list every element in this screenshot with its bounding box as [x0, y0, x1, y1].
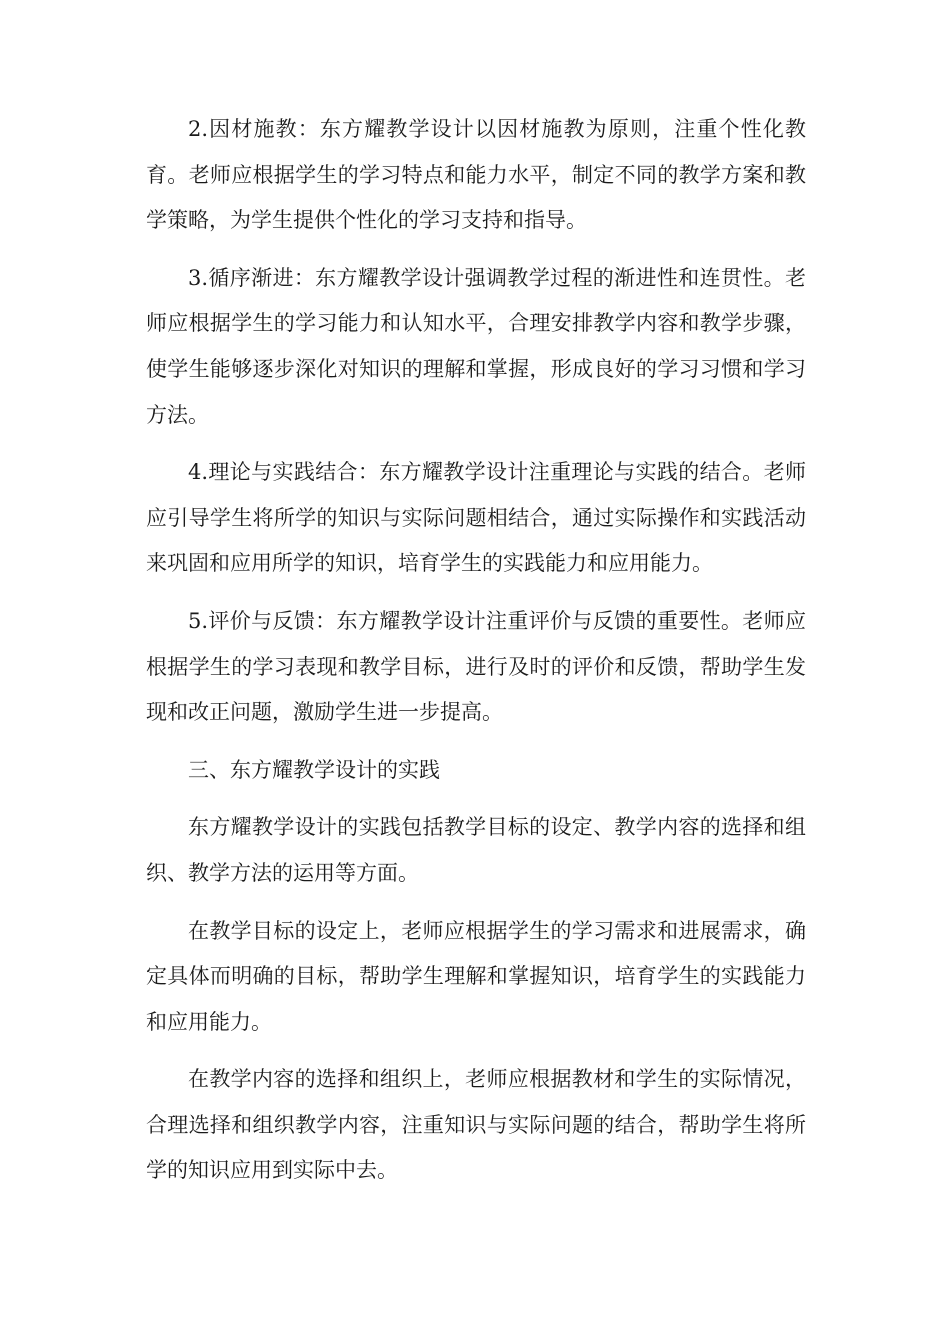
paragraph-principle-5: 5.评价与反馈：东方耀教学设计注重评价与反馈的重要性。老师应根据学生的学习表现和教学目标，进行及时的评价和反馈，帮助学生发现和改正问题，激励学生进一步提高。: [146, 608, 806, 725]
paragraph-principle-2: 2.因材施教：东方耀教学设计以因材施教为原则，注重个性化教育。老师应根据学生的学习特点和能力水平，制定不同的教学方案和教学策略，为学生提供个性化的学习支持和指导。: [146, 117, 806, 233]
paragraph-practice-goals: 在教学目标的设定上，老师应根据学生的学习需求和进展需求，确定具体而明确的目标，帮助学生理解和掌握知识，培育学生的实践能力和应用能力。: [146, 918, 806, 1034]
document-page: [146, 107, 806, 1206]
paragraph-practice-content: 在教学内容的选择和组织上，老师应根据教材和学生的实际情况，合理选择和组织教学内容，注重知识与实际问题的结合，帮助学生将所学的知识应用到实际中去。: [146, 1067, 806, 1183]
paragraph-principle-3: 3.循序渐进：东方耀教学设计强调教学过程的渐进性和连贯性。老师应根据学生的学习能力和认知水平，合理安排教学内容和教学步骤，使学生能够逐步深化对知识的理解和掌握，形成良好的学习习惯和学习方法。: [146, 265, 806, 427]
paragraph-practice-intro: 东方耀教学设计的实践包括教学目标的设定、教学内容的选择和组织、教学方法的运用等方面。: [146, 815, 806, 885]
paragraph-principle-4: 4.理论与实践结合：东方耀教学设计注重理论与实践的结合。老师应引导学生将所学的知识与实际问题相结合，通过实际操作和实践活动来巩固和应用所学的知识，培育学生的实践能力和应用能力。: [146, 460, 806, 576]
section-heading: 三、东方耀教学设计的实践: [188, 757, 440, 782]
